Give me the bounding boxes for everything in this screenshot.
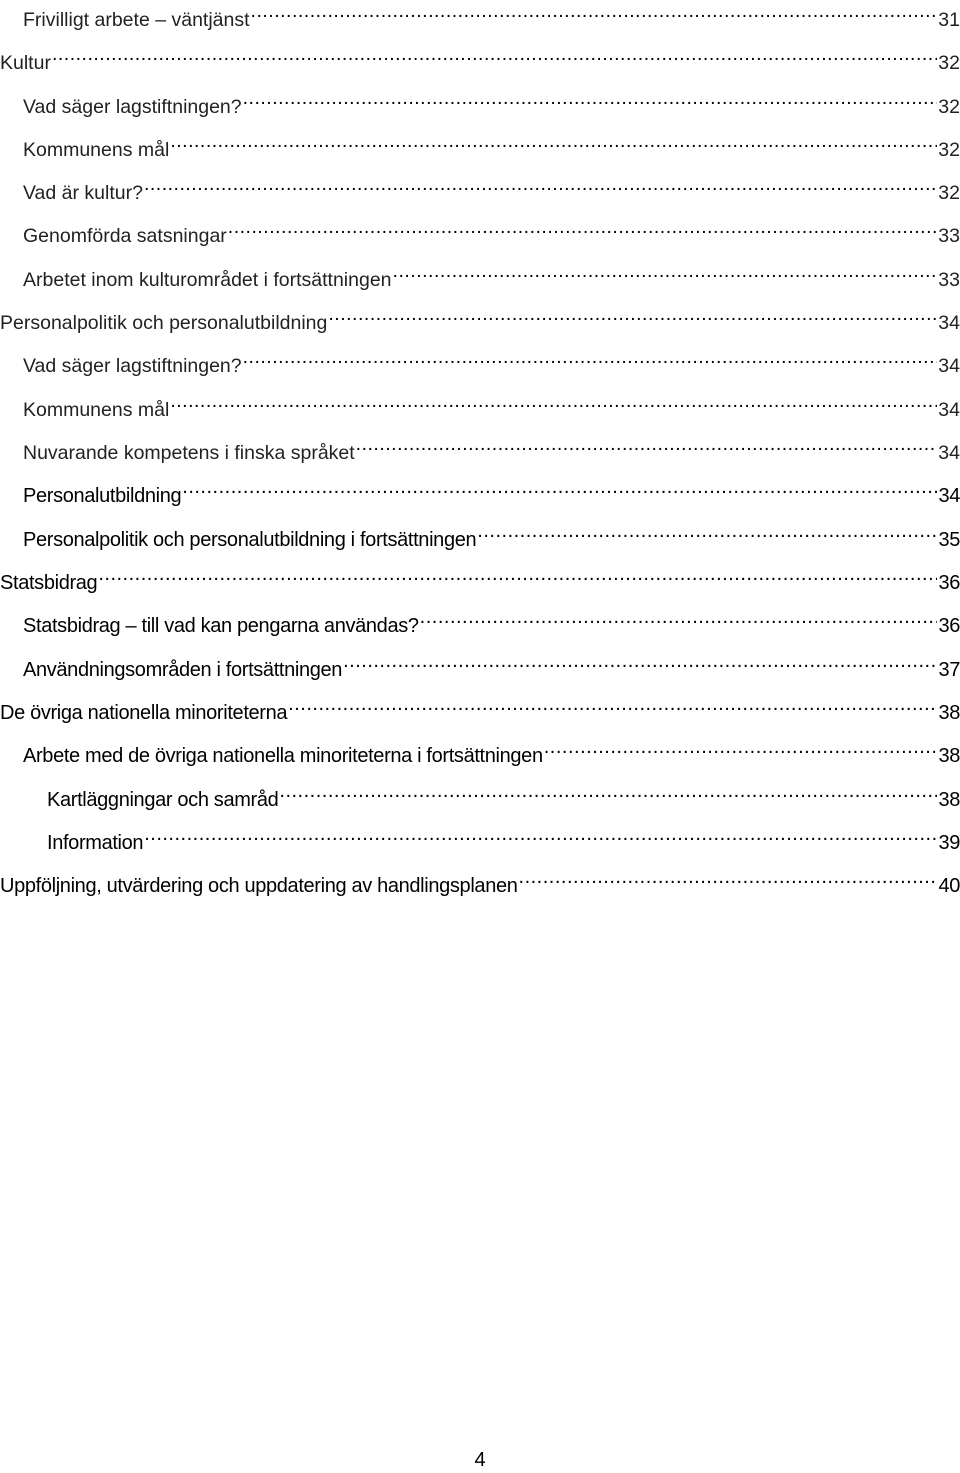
- toc-entry-page: 32: [938, 182, 960, 204]
- toc-entry-page: 34: [938, 485, 960, 507]
- toc-dot-leader: [144, 819, 937, 849]
- toc-entry[interactable]: [0, 646, 960, 681]
- toc-entry[interactable]: [0, 516, 960, 551]
- toc-entry-title: Kommunens mål: [23, 399, 170, 421]
- toc-entry[interactable]: [0, 862, 960, 897]
- toc-entry[interactable]: [0, 559, 960, 594]
- toc-entry[interactable]: [0, 0, 960, 31]
- page-number: 4: [474, 1449, 486, 1471]
- toc-entry-title: Arbete med de övriga nationella minoriteterna i fortsättningen: [23, 745, 543, 767]
- toc-entry-page: 38: [938, 789, 960, 811]
- toc-entry-page: 39: [938, 832, 960, 854]
- toc-entry[interactable]: [0, 776, 960, 811]
- toc-entry-title: Genomförda satsningar: [23, 225, 227, 247]
- toc-dot-leader: [228, 212, 938, 242]
- toc-dot-leader: [279, 776, 937, 806]
- toc-entry-title: Kultur: [0, 52, 51, 74]
- toc-dot-leader: [356, 429, 938, 459]
- toc-entry-title: Personalpolitik och personalutbildning i fortsättningen: [23, 529, 477, 551]
- toc-entry-page: 38: [938, 702, 960, 724]
- toc-entry[interactable]: [0, 429, 960, 464]
- toc-entry-page: 38: [938, 745, 960, 767]
- toc-entry[interactable]: [0, 39, 960, 74]
- toc-dot-leader: [243, 83, 938, 113]
- toc-entry-page: 36: [938, 572, 960, 594]
- toc-entry-title: Personalpolitik och personalutbildning: [0, 312, 328, 334]
- toc-entry-page: 32: [938, 139, 960, 161]
- toc-entry[interactable]: [0, 299, 960, 334]
- toc-entry-page: 34: [938, 399, 960, 421]
- toc-entry-page: 35: [938, 529, 960, 551]
- toc-entry-title: Personalutbildning: [23, 485, 182, 507]
- toc-entry[interactable]: [0, 169, 960, 204]
- toc-dot-leader: [144, 169, 937, 199]
- toc-dot-leader: [251, 0, 938, 26]
- toc-entry[interactable]: [0, 602, 960, 637]
- toc-entry-page: 40: [938, 875, 960, 897]
- toc-entry-title: Arbetet inom kulturområdet i fortsättningen: [23, 269, 392, 291]
- toc-entry-title: De övriga nationella minoriteterna: [0, 702, 288, 724]
- toc-entry-title: Vad säger lagstiftningen?: [23, 96, 242, 118]
- toc-entry[interactable]: [0, 212, 960, 247]
- toc-entry-title: Information: [47, 832, 144, 854]
- toc-entry-title: Nuvarande kompetens i finska språket: [23, 442, 355, 464]
- toc-entry-page: 37: [938, 659, 960, 681]
- toc-entry[interactable]: [0, 256, 960, 291]
- toc-dot-leader: [477, 516, 937, 546]
- toc-dot-leader: [243, 342, 938, 372]
- toc-entry-title: Kartläggningar och samråd: [47, 789, 279, 811]
- toc-dot-leader: [170, 386, 937, 416]
- toc-entry-page: 33: [938, 225, 960, 247]
- toc-entry-title: Statsbidrag – till vad kan pengarna användas?: [23, 615, 419, 637]
- toc-dot-leader: [544, 732, 938, 762]
- toc-entry-title: Frivilligt arbete – väntjänst: [23, 9, 250, 31]
- toc-entry-title: Uppföljning, utvärdering och uppdatering av handlingsplanen: [0, 875, 518, 897]
- toc-entry[interactable]: [0, 819, 960, 854]
- toc-entry[interactable]: [0, 126, 960, 161]
- toc-dot-leader: [182, 472, 937, 502]
- toc-entry-page: 31: [938, 9, 960, 31]
- toc-dot-leader: [288, 689, 937, 719]
- toc-entry-page: 32: [938, 52, 960, 74]
- toc-dot-leader: [328, 299, 937, 329]
- toc-entry[interactable]: [0, 689, 960, 724]
- toc-entry[interactable]: [0, 732, 960, 767]
- toc-entry-page: 34: [938, 442, 960, 464]
- toc-entry-page: 34: [938, 312, 960, 334]
- toc-dot-leader: [170, 126, 937, 156]
- toc-entry[interactable]: [0, 342, 960, 377]
- toc-dot-leader: [98, 559, 937, 589]
- toc-entry-page: 36: [938, 615, 960, 637]
- toc-entry-title: Vad är kultur?: [23, 182, 143, 204]
- toc-entry[interactable]: [0, 386, 960, 421]
- toc-dot-leader: [343, 646, 937, 676]
- toc-dot-leader: [420, 602, 938, 632]
- toc-entry-title: Kommunens mål: [23, 139, 170, 161]
- toc-entry[interactable]: [0, 83, 960, 118]
- toc-entry-title: Statsbidrag: [0, 572, 98, 594]
- toc-entry-page: 32: [938, 96, 960, 118]
- toc-entry[interactable]: [0, 472, 960, 507]
- toc-dot-leader: [519, 862, 938, 892]
- toc-entry-page: 33: [938, 269, 960, 291]
- toc-entry-title: Användningsområden i fortsättningen: [23, 659, 343, 681]
- toc-entry-page: 34: [938, 355, 960, 377]
- toc-entry-title: Vad säger lagstiftningen?: [23, 355, 242, 377]
- toc-dot-leader: [393, 256, 938, 286]
- toc-dot-leader: [52, 39, 937, 69]
